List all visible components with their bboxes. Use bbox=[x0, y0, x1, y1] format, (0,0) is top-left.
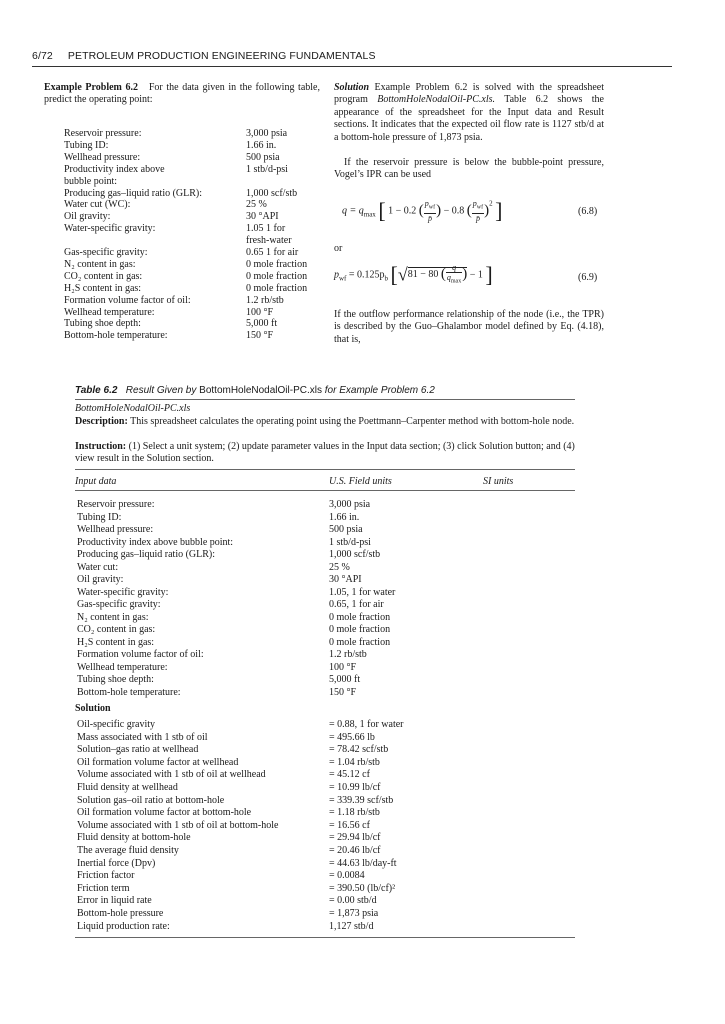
example-row-value: 30 °API bbox=[246, 211, 279, 223]
input-row-label: Oil gravity: bbox=[77, 574, 124, 585]
input-row-value: 1.05, 1 for water bbox=[329, 586, 396, 598]
eq1-coef1: 1 − 0.2 bbox=[388, 205, 417, 217]
solution-row-value: = 20.46 lb/cf bbox=[329, 845, 381, 856]
eq2-coef: 81 − 80 bbox=[407, 269, 439, 281]
example-row-value: 500 psia bbox=[246, 151, 280, 163]
solution-row-label: Bottom-hole pressure bbox=[77, 908, 164, 919]
input-row-value: 30 °API bbox=[329, 574, 362, 585]
example-row-label: Productivity index above bbox=[64, 163, 165, 175]
example-row-label: Gas-specific gravity: bbox=[64, 247, 148, 258]
eq2-radicand bbox=[407, 263, 468, 285]
solution-row-value: = 0.0084 bbox=[329, 870, 365, 882]
solution-row-value: = 16.56 cf bbox=[329, 819, 370, 831]
solution-row-label: Oil formation volume factor at bottom-hole bbox=[77, 807, 252, 819]
eq1-frac2-num: p bbox=[472, 199, 477, 209]
input-row-label: Formation volume factor of oil: bbox=[77, 649, 204, 660]
solution-row-value: = 339.39 scf/stb bbox=[329, 794, 394, 806]
input-row-value: 100 °F bbox=[329, 661, 357, 673]
input-row-label: N₂ content in gas: bbox=[77, 611, 149, 623]
example-row-value: 1 stb/d-psi bbox=[246, 163, 288, 175]
instruction-text: (1) Select a unit system; (2) update parameter values in the Input data section; (3) click Solution button; and (4) view result in the Solution section. bbox=[75, 441, 575, 465]
eq1-bracket-left: [ bbox=[378, 198, 386, 223]
example-row-value: 1.66 in. bbox=[246, 139, 277, 151]
example-row-value: 0 mole fraction bbox=[246, 282, 308, 294]
solution-text-a: Example Problem 6.2 is solved with the spreadsheet program bbox=[334, 82, 604, 106]
table-caption-label: Table 6.2 bbox=[75, 385, 118, 396]
input-row-label: Wellhead temperature: bbox=[77, 661, 168, 673]
example-row-value: 1,000 scf/stb bbox=[246, 187, 298, 199]
example-row-value: 5,000 ft bbox=[246, 318, 278, 330]
example-intro-text: For the data given in the following table, predict the operating point: bbox=[44, 82, 320, 106]
eq1-paren: ( bbox=[466, 202, 472, 219]
solution-row-label: Volume associated with 1 stb of oil at bottom-hole bbox=[77, 819, 279, 831]
col-input-data: Input data bbox=[75, 476, 117, 487]
solution-row-label: Solution–gas ratio at wellhead bbox=[77, 744, 199, 756]
example-row-label: CO₂ content in gas: bbox=[64, 270, 143, 282]
eq1-paren: ( bbox=[418, 202, 424, 219]
example-title: Example Problem 6.2 bbox=[44, 82, 138, 93]
table-bottom-rule bbox=[75, 937, 575, 938]
example-row-label: Reservoir pressure: bbox=[64, 128, 142, 139]
solution-row-label: Inertial force (Dpv) bbox=[77, 857, 156, 869]
example-row-value: 0.65 1 for air bbox=[246, 247, 299, 258]
example-row-value: 1.05 1 for bbox=[246, 223, 286, 235]
input-row-label: Tubing ID: bbox=[77, 511, 122, 523]
eq1-paren: ) bbox=[484, 202, 490, 219]
table-caption bbox=[75, 385, 435, 396]
example-row-label: Wellhead pressure: bbox=[64, 151, 141, 163]
eq1-fraction-2 bbox=[472, 199, 484, 223]
example-row-label: Water-specific gravity: bbox=[64, 223, 156, 235]
input-row-value: 500 psia bbox=[329, 524, 363, 535]
input-row-label: Tubing shoe depth: bbox=[77, 674, 154, 685]
eq1-frac2-num-sub: wf bbox=[476, 204, 484, 211]
table-header-bottom-rule bbox=[75, 490, 575, 491]
eq1-coef2: − 0.8 bbox=[443, 205, 465, 217]
input-row-value: 1.2 rb/stb bbox=[329, 649, 367, 660]
solution-paragraph-1 bbox=[334, 82, 604, 144]
col-us-units: U.S. Field units bbox=[329, 476, 392, 487]
input-row-value: 0 mole fraction bbox=[329, 636, 391, 648]
eq2-paren: ) bbox=[462, 266, 468, 283]
table-filename: BottomHoleNodalOil-PC.xls bbox=[75, 403, 191, 414]
solution-row-value: = 0.88, 1 for water bbox=[329, 719, 404, 730]
equation-6-9-number: (6.9) bbox=[578, 272, 598, 283]
solution-text-b: Table 6.2 shows the appearance of the spreadsheet for the Input data and Result sections. It indicates that the expected oil flow rate is 1127 stb/d at a bottom-hole pressure of 1,873 psia. bbox=[334, 94, 604, 143]
equation-6-9 bbox=[334, 262, 493, 288]
solution-label: Solution bbox=[334, 82, 370, 93]
eq2-equals: = 0.125p bbox=[346, 269, 385, 281]
example-row-label: Oil gravity: bbox=[64, 211, 111, 223]
solution-row-value: = 45.12 cf bbox=[329, 769, 370, 781]
instruction-label: Instruction: bbox=[75, 441, 127, 452]
eq2-paren: ( bbox=[440, 266, 446, 283]
input-row-label: Producing gas–liquid ratio (GLR): bbox=[77, 549, 216, 560]
solution-row-value: = 29.94 lb/cf bbox=[329, 832, 381, 844]
example-row-label: Wellhead temperature: bbox=[64, 306, 155, 318]
input-row-value: 0 mole fraction bbox=[329, 624, 391, 635]
book-title: PETROLEUM PRODUCTION ENGINEERING FUNDAMENTALS bbox=[67, 50, 376, 62]
table-description bbox=[75, 416, 575, 428]
example-row-value: 25 % bbox=[246, 199, 267, 211]
solution-row-label: Fluid density at wellhead bbox=[77, 782, 178, 793]
example-row-value: 0 mole fraction bbox=[246, 258, 308, 270]
col-si-units: SI units bbox=[483, 476, 514, 487]
solution-row-value: = 1,873 psia bbox=[329, 908, 379, 919]
input-row-label: Productivity index above bubble point: bbox=[77, 536, 234, 548]
eq1-frac1-num: p bbox=[424, 199, 429, 209]
example-row-value: 150 °F bbox=[246, 330, 274, 342]
table-header-top-rule bbox=[75, 469, 575, 470]
solution-row-value: = 10.99 lb/cf bbox=[329, 782, 381, 793]
solution-row-value: 1,127 stb/d bbox=[329, 920, 374, 932]
example-row-label: Tubing ID: bbox=[64, 139, 109, 151]
solution-row-label: Friction term bbox=[77, 882, 130, 894]
input-row-label: Water-specific gravity: bbox=[77, 586, 169, 598]
input-row-label: CO₂ content in gas: bbox=[77, 624, 156, 635]
eq2-tail: − 1 bbox=[469, 269, 483, 281]
eq2-fraction bbox=[446, 263, 462, 287]
input-row-value: 0.65, 1 for air bbox=[329, 599, 384, 610]
eq1-lhs-sub: max bbox=[363, 210, 376, 219]
solution-row-value: = 1.18 rb/stb bbox=[329, 807, 380, 819]
example-row-label: Formation volume factor of oil: bbox=[64, 294, 191, 306]
input-row-value: 25 % bbox=[329, 561, 350, 573]
example-row-label: bubble point: bbox=[64, 175, 118, 187]
solution-row-label: Fluid density at bottom-hole bbox=[77, 832, 191, 844]
header-rule bbox=[32, 66, 672, 67]
solution-row-label: Friction factor bbox=[77, 870, 135, 882]
input-row-value: 1.66 in. bbox=[329, 511, 360, 523]
eq2-bracket-right: ] bbox=[485, 262, 493, 287]
eq2-eq-sub: b bbox=[384, 274, 389, 283]
running-header bbox=[32, 50, 376, 62]
eq1-power: 2 bbox=[489, 199, 493, 208]
solution-row-label: Mass associated with 1 stb of oil bbox=[77, 731, 208, 743]
example-row-label: H₂S content in gas: bbox=[64, 282, 142, 294]
solution-row-label: Solution gas–oil ratio at bottom-hole bbox=[77, 794, 225, 806]
example-row-value: 1.2 rb/stb bbox=[246, 294, 284, 306]
input-row-value: 1 stb/d-psi bbox=[329, 536, 371, 548]
input-row-value: 0 mole fraction bbox=[329, 611, 391, 623]
example-row-value: 100 °F bbox=[246, 306, 274, 318]
table-caption-b: for Example Problem 6.2 bbox=[324, 385, 435, 396]
eq2-lhs-sub: wf bbox=[339, 274, 347, 283]
example-row-label: Producing gas–liquid ratio (GLR): bbox=[64, 187, 203, 199]
example-row-label: Tubing shoe depth: bbox=[64, 318, 141, 330]
eq2-frac-den-sub: max bbox=[450, 278, 462, 285]
description-text: This spreadsheet calculates the operating point using the Poettmann–Carpenter method with bottom-hole node. bbox=[130, 416, 575, 427]
example-row-value: fresh-water bbox=[246, 235, 292, 247]
solution-row-label: Volume associated with 1 stb of oil at wellhead bbox=[77, 769, 266, 781]
example-row-label: Bottom-hole temperature: bbox=[64, 330, 168, 342]
example-row-value: 0 mole fraction bbox=[246, 270, 308, 282]
input-row-label: H₂S content in gas: bbox=[77, 636, 155, 648]
input-row-value: 5,000 ft bbox=[329, 674, 361, 685]
eq1-fraction-1 bbox=[424, 199, 436, 223]
description-label: Description: bbox=[75, 416, 128, 427]
solution-row-label: Oil formation volume factor at wellhead bbox=[77, 756, 239, 768]
example-row-label: N₂ content in gas: bbox=[64, 258, 136, 270]
table-top-rule bbox=[75, 399, 575, 400]
solution-row-value: = 44.63 lb/day-ft bbox=[329, 857, 397, 869]
example-intro bbox=[44, 82, 320, 107]
solution-row-value: = 78.42 scf/stb bbox=[329, 744, 389, 756]
input-row-label: Wellhead pressure: bbox=[77, 524, 154, 535]
table-instruction bbox=[75, 441, 575, 466]
input-row-label: Bottom-hole temperature: bbox=[77, 686, 181, 698]
example-row-label: Water cut (WC): bbox=[64, 199, 131, 211]
table-caption-file: BottomHoleNodalOil-PC.xls bbox=[199, 385, 322, 396]
table-caption-a: Result Given by bbox=[125, 385, 197, 396]
eq2-sqrt-sign: √ bbox=[397, 264, 408, 285]
eq2-lhs: p bbox=[334, 269, 339, 281]
solution-row-value: = 390.50 (lb/cf)² bbox=[329, 882, 396, 894]
solution-row-value: = 0.00 stb/d bbox=[329, 895, 377, 907]
input-row-label: Reservoir pressure: bbox=[77, 499, 155, 510]
eq1-lhs: q = q bbox=[342, 205, 364, 217]
input-row-value: 150 °F bbox=[329, 686, 357, 698]
input-row-value: 3,000 psia bbox=[329, 499, 371, 510]
solution-row-value: = 495.66 lb bbox=[329, 731, 375, 743]
equation-6-8-number: (6.8) bbox=[578, 206, 598, 217]
page-number: 6/72 bbox=[32, 50, 53, 62]
eq1-paren: ) bbox=[436, 202, 442, 219]
input-row-label: Water cut: bbox=[77, 561, 119, 573]
input-row-label: Gas-specific gravity: bbox=[77, 599, 161, 610]
solution-row-label: Liquid production rate: bbox=[77, 920, 170, 932]
solution-paragraph-3: If the outflow performance relationship of the node (i.e., the TPR) is described by the Guo–Ghalambor model defined by Eq. (4.18), that is, bbox=[334, 309, 604, 345]
solution-filename: BottomHoleNodalOil-PC.xls. bbox=[377, 94, 496, 106]
solution-paragraph-2: If the reservoir pressure is below the bubble-point pressure, Vogel’s IPR can be used bbox=[334, 157, 604, 181]
eq1-frac1-den: p̄ bbox=[427, 213, 432, 223]
eq1-frac2-den: p̄ bbox=[475, 213, 480, 223]
eq2-frac-num: q bbox=[446, 263, 462, 273]
eq2-bracket-left: [ bbox=[390, 262, 398, 287]
eq1-bracket-right: ] bbox=[495, 198, 503, 223]
solution-row-label: Oil-specific gravity bbox=[77, 719, 156, 730]
or-text: or bbox=[334, 243, 343, 254]
table-solution-label: Solution bbox=[75, 703, 111, 714]
input-row-value: 1,000 scf/stb bbox=[329, 549, 381, 560]
eq1-frac1-num-sub: wf bbox=[428, 204, 436, 211]
eq2-frac-den: q bbox=[446, 273, 451, 283]
solution-row-label: Error in liquid rate bbox=[77, 895, 152, 907]
equation-6-8 bbox=[342, 198, 502, 224]
solution-row-label: The average fluid density bbox=[77, 845, 179, 856]
example-row-value: 3,000 psia bbox=[246, 128, 288, 139]
solution-row-value: = 1.04 rb/stb bbox=[329, 756, 380, 768]
